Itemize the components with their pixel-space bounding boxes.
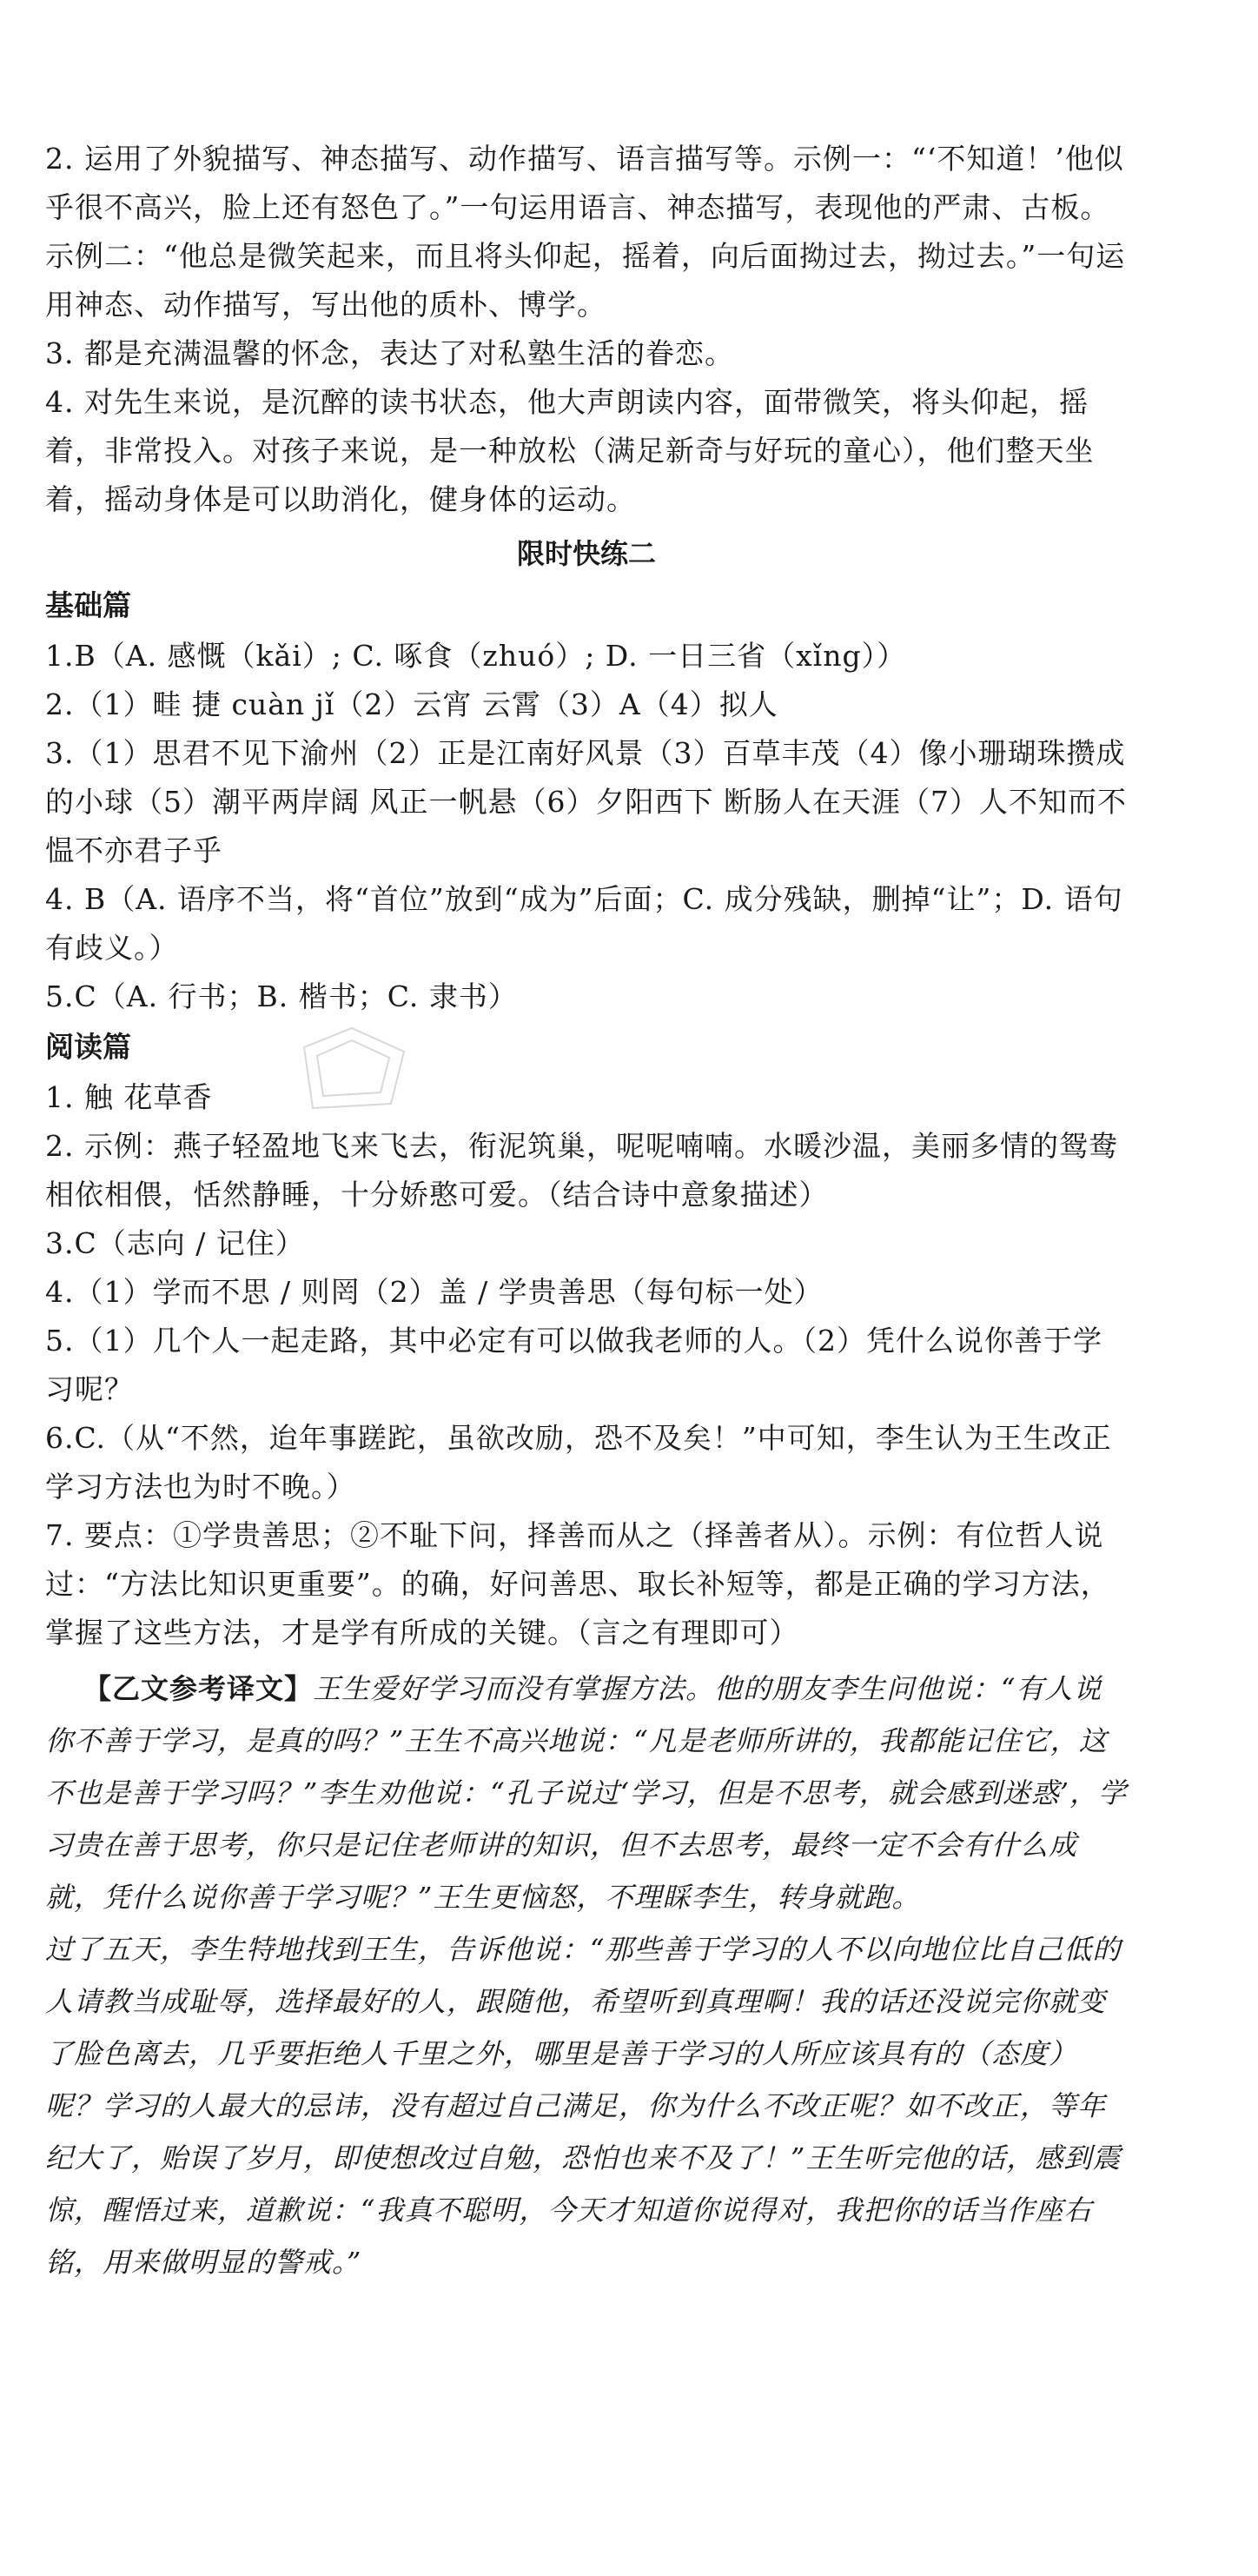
- reading-item-7: 7. 要点：①学贵善思；②不耻下问，择善而从之（择善者从）。示例：有位哲人说过：“方法比知识更重要”。的确，好问善思、取长补短等，都是正确的学习方法，掌握了这些方法，才是学有所成的关键。（言之有理即可）: [45, 1518, 1110, 1650]
- translation-block: [45, 1663, 1128, 2288]
- basic-item-4: 4. B（A. 语序不当，将“首位”放到“成为”后面；C. 成分残缺，删掉“让”；D. 语句有歧义。）: [45, 882, 1123, 965]
- answer-2: 2. 运用了外貌描写、神态描写、动作描写、语言描写等。示例一：“‘不知道！’他似乎很不高兴，脸上还有怒色了。”一句运用语言、神态描写，表现他的严肃、古板。示例二：“他总是微笑起来，而且将头仰起，摇着，向后面拗过去，拗过去。”一句运用神态、动作描写，写出他的质朴、博学。: [45, 142, 1126, 322]
- reading-item-3: 3.C（志向 / 记住）: [45, 1226, 305, 1260]
- reading-item-2: 2. 示例：燕子轻盈地飞来飞去，衔泥筑巢，呢呢喃喃。水暖沙温，美丽多情的鸳鸯相依相偎，恬然静睡，十分娇憨可爱。（结合诗中意象描述）: [45, 1129, 1118, 1212]
- translation-text-1: 王生爱好学习而没有掌握方法。他的朋友李生问他说：“有人说你不善于学习，是真的吗？”王生不高兴地说：“凡是老师所讲的，我都能记住它，这不也是善于学习吗？”李生劝他说：“孔子说过‘学习，但是不思考，就会感到迷惑’，学习贵在善于思考，你只是记住老师讲的知识，但不去思考，最终一定不会有什么成就，凭什么说你善于学习呢？”王生更恼怒，不理睬李生，转身就跑。: [45, 1672, 1128, 1914]
- watermark-stamp-icon: [287, 1021, 417, 1117]
- basic-item-1: 1.B（A. 感慨（kǎi）; C. 啄食（zhuó）; D. 一日三省（xǐng））: [45, 639, 907, 673]
- reading-item-1: 1. 触 花草香: [45, 1080, 213, 1114]
- reading-section-title: 阅读篇: [45, 1030, 131, 1064]
- answer-3: 3. 都是充满温馨的怀念，表达了对私塾生活的眷恋。: [45, 336, 734, 370]
- answer-4: 4. 对先生来说，是沉醉的读书状态，他大声朗读内容，面带微笑，将头仰起，摇着，非常投入。对孩子来说，是一种放松（满足新奇与好玩的童心），他们整天坐着，摇动身体是可以助消化，健身体的运动。: [45, 385, 1095, 516]
- translation-paragraph-2: 过了五天，李生特地找到王生，告诉他说：“那些善于学习的人不以向地位比自己低的人请教当成耻辱，选择最好的人，跟随他，希望听到真理啊！我的话还没说完你就变了脸色离去，几乎要拒绝人千里之外，哪里是善于学习的人所应该具有的（态度）呢？学习的人最大的忌讳，没有超过自己满足，你为什么不改正呢？如不改正，等年纪大了，贻误了岁月，即使想改过自勉，恐怕也来不及了！”王生听完他的话，感到震惊，醒悟过来，道歉说：“我真不聪明，今天才知道你说得对，我把你的话当作座右铭，用来做明显的警戒。”: [45, 1933, 1122, 2279]
- basic-item-2: 2.（1）畦 捷 cuàn jǐ（2）云宵 云霄（3）A（4）拟人: [45, 687, 778, 721]
- basic-section-title: 基础篇: [45, 588, 131, 622]
- reading-item-5: 5.（1）几个人一起走路，其中必定有可以做我老师的人。（2）凭什么说你善于学习呢？: [45, 1324, 1102, 1406]
- reading-item-6: 6.C.（从“不然，迨年事蹉跎，虽欲改励，恐不及矣！”中可知，李生认为王生改正学习方法也为时不晚。）: [45, 1421, 1112, 1504]
- basic-item-3: 3.（1）思君不见下渝州（2）正是江南好风景（3）百草丰茂（4）像小珊瑚珠攒成的小球（5）潮平两岸阔 风正一帆悬（6）夕阳西下 断肠人在天涯（7）人不知而不愠不亦君子乎: [45, 736, 1127, 867]
- basic-item-5: 5.C（A. 行书；B. 楷书；C. 隶书）: [45, 979, 518, 1013]
- translation-label: 【乙文参考译文】: [83, 1672, 314, 1705]
- reading-item-4: 4.（1）学而不思 / 则罔（2）盖 / 学贵善思（每句标一处）: [45, 1275, 824, 1309]
- translation-paragraph-1: [45, 1663, 1128, 1923]
- practice-title: 限时快练二: [516, 537, 656, 570]
